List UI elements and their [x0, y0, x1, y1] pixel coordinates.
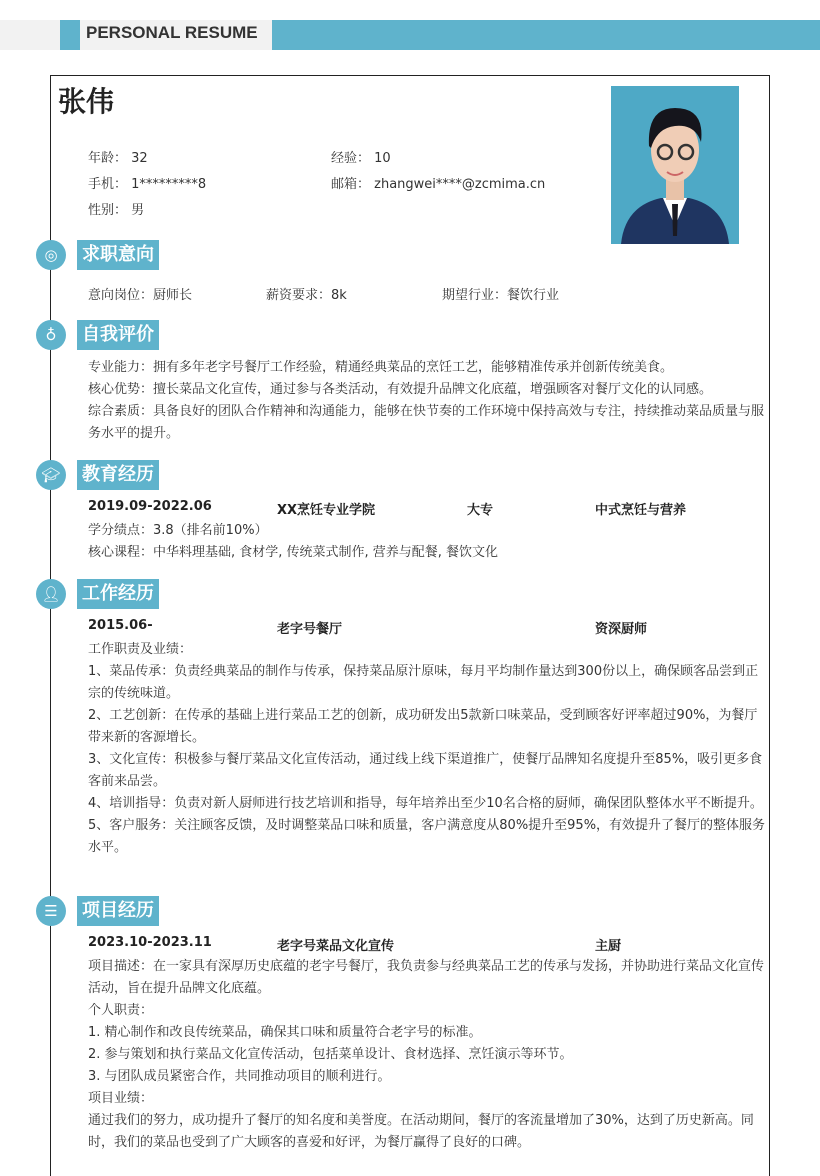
work-period: 2015.06-	[88, 618, 153, 633]
work-item: 5、客户服务：关注顾客反馈，及时调整菜品口味和质量，客户满意度从80%提升至95%，有效提升了餐厅的整体服务水平。	[88, 818, 766, 855]
project-desc: 项目描述：在一家具有深厚历史底蕴的老字号餐厅，我负责参与经典菜品工艺的传承与发扬，并协助进行菜品文化宣传活动，旨在提升品牌文化底蕴。	[88, 959, 765, 996]
project-duty-title: 个人职责：	[88, 1003, 154, 1018]
self-line: 专业能力：拥有多年老字号餐厅工作经验，精通经典菜品的烹饪工艺，能够精准传承并创新传统美食。	[88, 360, 674, 375]
project-name: 老字号菜品文化宣传	[277, 939, 395, 954]
work-role: 资深厨师	[595, 622, 648, 637]
work-details	[88, 639, 766, 859]
experience: 经验： 10	[331, 151, 391, 166]
intent-industry: 期望行业：餐饮行业	[442, 288, 560, 303]
project-duty: 1. 精心制作和改良传统菜品，确保其口味和质量符合老字号的标准。	[88, 1025, 482, 1040]
header-bar	[0, 20, 820, 50]
work-intro: 工作职责及业绩：	[88, 642, 193, 657]
age: 年龄： 32	[88, 151, 148, 166]
edu-gpa: 学分绩点：3.8（排名前10%）	[88, 523, 268, 538]
section-title: 求职意向	[77, 240, 159, 270]
education-details	[88, 520, 766, 564]
project-period: 2023.10-2023.11	[88, 935, 212, 950]
work-item: 2、工艺创新：在传承的基础上进行菜品工艺的创新，成功研发出5款新口味菜品，受到顾客好评率超过90%，为餐厅带来新的客源增长。	[88, 708, 758, 745]
person-icon: 👤︎	[36, 579, 66, 609]
edu-major: 中式烹饪与营养	[595, 503, 687, 518]
project-details	[88, 956, 766, 1154]
target-icon: ◎	[36, 240, 66, 270]
intent-position: 意向岗位：厨师长	[88, 288, 193, 303]
phone: 手机： 1*********8	[88, 177, 207, 192]
list-icon: ☰	[36, 896, 66, 926]
section-title: 项目经历	[77, 896, 159, 926]
edu-degree: 大专	[467, 503, 494, 518]
header-accent-bar	[272, 20, 820, 50]
self-evaluation	[88, 357, 766, 445]
edu-school: XX烹饪专业学院	[277, 503, 376, 518]
header-accent	[60, 20, 80, 50]
header-title: PERSONAL RESUME	[86, 23, 258, 42]
intent-salary: 薪资要求：8k	[266, 288, 347, 303]
project-duty: 3. 与团队成员紧密合作，共同推动项目的顺利进行。	[88, 1069, 391, 1084]
edu-period: 2019.09-2022.06	[88, 499, 212, 514]
project-result-title: 项目业绩：	[88, 1091, 154, 1106]
edu-courses: 核心课程：中华料理基础, 食材学, 传统菜式制作, 营养与配餐, 餐饮文化	[88, 545, 499, 560]
project-result: 通过我们的努力，成功提升了餐厅的知名度和美誉度。在活动期间，餐厅的客流量增加了30%，达到了历史新高。同时，我们的菜品也受到了广大顾客的喜爱和好评，为餐厅赢得了良好的口碑。	[88, 1113, 754, 1150]
work-item: 4、培训指导：负责对新人厨师进行技艺培训和指导，每年培养出至少10名合格的厨师，确保团队整体水平不断提升。	[88, 796, 763, 811]
work-item: 3、文化宣传：积极参与餐厅菜品文化宣传活动，通过线上线下渠道推广，使餐厅品牌知名度提升至85%，吸引更多食客前来品尝。	[88, 752, 763, 789]
lightbulb-icon: ♁	[36, 320, 66, 350]
section-title: 自我评价	[77, 320, 159, 350]
person-name: 张伟	[58, 85, 115, 118]
section-title: 教育经历	[77, 460, 159, 490]
project-duty: 2. 参与策划和执行菜品文化宣传活动，包括菜单设计、食材选择、烹饪演示等环节。	[88, 1047, 573, 1062]
gender: 性别： 男	[88, 203, 145, 218]
section-title: 工作经历	[77, 579, 159, 609]
work-company: 老字号餐厅	[277, 622, 343, 637]
project-role: 主厨	[595, 939, 622, 954]
self-line: 综合素质：具备良好的团队合作精神和沟通能力，能够在快节奏的工作环境中保持高效与专注，持续推动菜品质量与服务水平的提升。	[88, 404, 765, 441]
profile-photo	[611, 86, 739, 244]
self-line: 核心优势：擅长菜品文化宣传，通过参与各类活动，有效提升品牌文化底蕴，增强顾客对餐厅文化的认同感。	[88, 382, 713, 397]
graduation-cap-icon: 🎓︎	[36, 460, 66, 490]
work-item: 1、菜品传承：负责经典菜品的制作与传承，保持菜品原汁原味，每月平均制作量达到300份以上，确保顾客品尝到正宗的传统味道。	[88, 664, 759, 701]
email: 邮箱： zhangwei****@zcmima.cn	[331, 177, 546, 192]
